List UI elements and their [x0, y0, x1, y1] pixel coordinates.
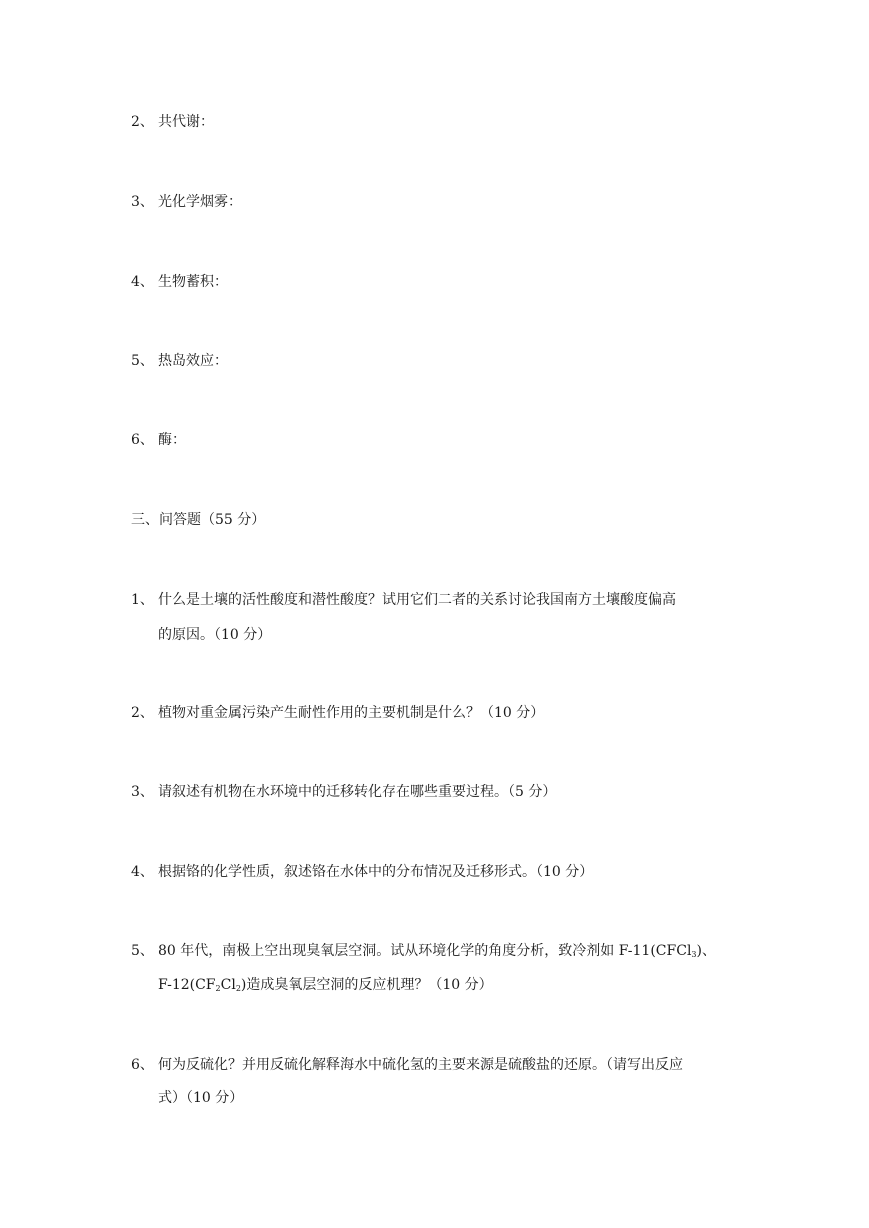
question-text: 请叙述有机物在水环境中的迁移转化存在哪些重要过程。（5 分） [158, 784, 557, 800]
item-number: 5、 [131, 353, 154, 369]
question-text: 何为反硫化？并用反硫化解释海水中硫化氢的主要来源是硫酸盐的还原。（请写出反应 [158, 1057, 683, 1073]
question-text-continued: 的原因。（10 分） [158, 627, 272, 643]
question-text: 根据铬的化学性质，叙述铬在水体中的分布情况及迁移形式。（10 分） [158, 864, 594, 880]
question-number: 2、 [131, 705, 154, 721]
question-number: 5、 [131, 943, 154, 959]
item-text: 共代谢： [158, 114, 214, 130]
item-number: 3、 [131, 194, 154, 210]
question-text: 80 年代，南极上空出现臭氧层空洞。试从环境化学的角度分析，致冷剂如 F-11(CFCl$_3$)、 [158, 943, 716, 959]
item-number: 4、 [131, 274, 154, 290]
item-text: 热岛效应： [158, 353, 228, 369]
item-text: 酶： [158, 432, 186, 448]
section-title: 三、问答题（55 分） [131, 512, 266, 528]
item-text: 光化学烟雾： [158, 194, 242, 210]
item-number: 2、 [131, 114, 154, 130]
question-text-continued: 式）（10 分） [158, 1090, 244, 1106]
question-number: 6、 [131, 1057, 154, 1073]
question-number: 3、 [131, 784, 154, 800]
question-text: 什么是土壤的活性酸度和潜性酸度？试用它们二者的关系讨论我国南方土壤酸度偏高 [158, 592, 676, 608]
item-number: 6、 [131, 432, 154, 448]
question-number: 4、 [131, 864, 154, 880]
question-text-continued: $F-12(CF_2Cl_2)$造成臭氧层空洞的反应机理？（10 分） [158, 977, 493, 993]
question-number: 1、 [131, 592, 154, 608]
question-text: 植物对重金属污染产生耐性作用的主要机制是什么？（10 分） [158, 705, 545, 721]
item-text: 生物蓄积： [158, 274, 228, 290]
